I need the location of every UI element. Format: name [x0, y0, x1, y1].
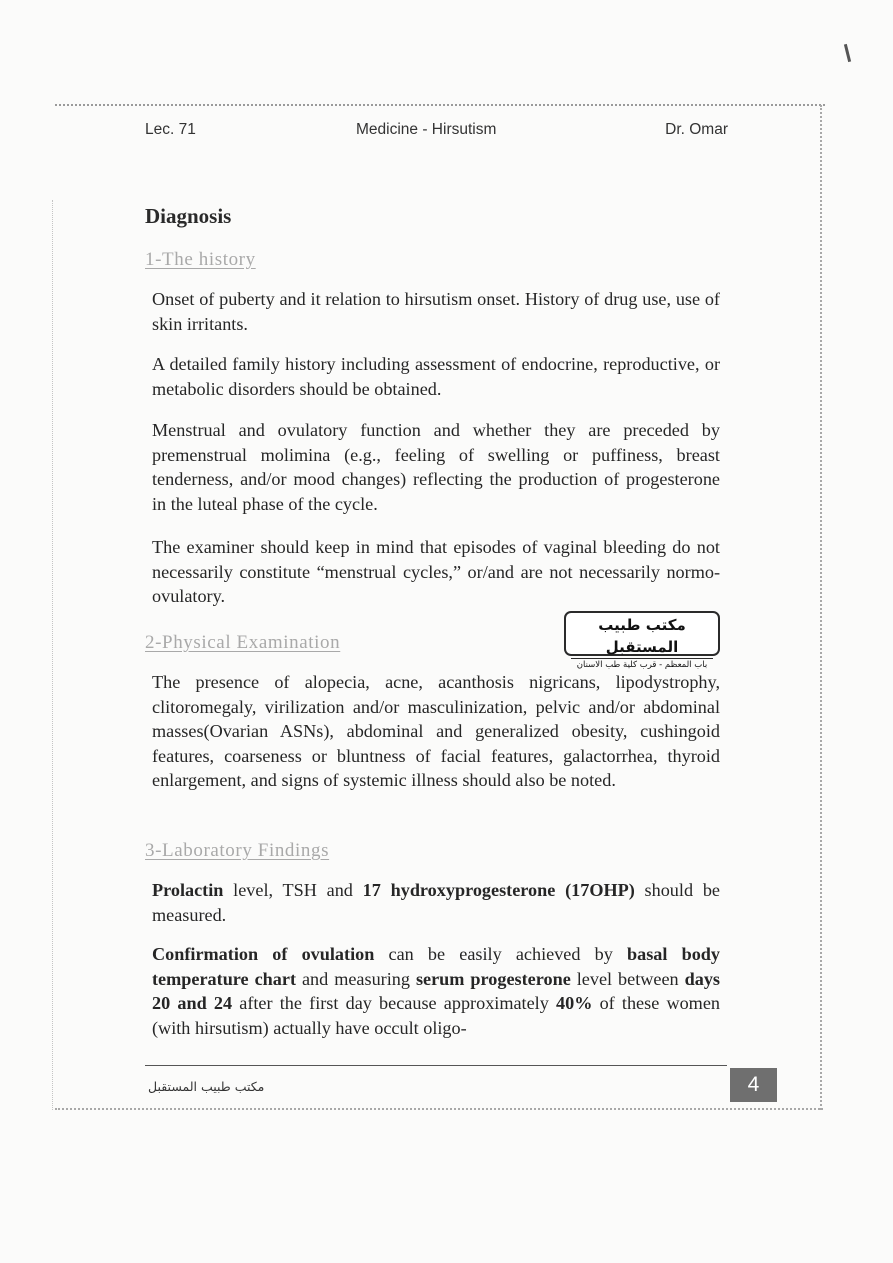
ovulation-term: Confirmation of ovulation — [152, 944, 375, 964]
page-header — [145, 121, 728, 143]
physical-exam-paragraph: The presence of alopecia, acne, acanthosis nigricans, lipodystrophy, clitoromegaly, virilization and/or masculinization, pelvic and/or abdominal masses(Ovarian ASNs), abdominal and generalized obesity, cushingoid features, coarseness or bluntness of facial features, galactorrhea, thyroid enlargement, and signs of systemic illness should also be noted. — [152, 672, 720, 790]
stamp-name: مكتب طبيب المستقبل — [598, 616, 686, 656]
lab-paragraph-1: Prolactin level, TSH and 17 hydroxyprogesterone (17OHP) should be measured. — [152, 880, 720, 925]
lab-paragraph-2: Confirmation of ovulation can be easily achieved by basal body temperature chart and measuring serum progesterone level between days 20 and 24 after the first day because approximately 40% of these women (with hirsutism) actually have occult oligo- — [152, 944, 721, 1038]
serum-progesterone-term: serum progesterone — [415, 968, 571, 989]
history-heading: 1-The history — [145, 249, 256, 270]
footer-rule — [145, 1065, 727, 1066]
days-term: days 20 and 24 — [152, 968, 721, 1013]
prolactin-term: Prolactin — [152, 880, 224, 900]
page-title: Diagnosis — [145, 204, 232, 228]
page-frame-left — [52, 200, 53, 1110]
page-frame-top — [55, 104, 825, 106]
lecture-number: Lec. 71 — [145, 121, 196, 138]
footer-text: مكتب طبيب المستقبل — [148, 1079, 265, 1094]
scan-mark — [844, 44, 851, 62]
history-paragraph-3: Menstrual and ovulatory function and whether they are preceded by premenstrual molimina (e.g., feeling of swelling or puffiness, breast tenderness, and/or mood changes) reflecting the production of progesterone in the luteal phase of the cycle. — [152, 420, 720, 514]
library-stamp — [564, 611, 720, 670]
physical-exam-heading: 2-Physical Examination — [145, 632, 341, 653]
percentage-term: 40% — [556, 993, 593, 1013]
lab-findings-heading: 3-Laboratory Findings — [145, 840, 330, 861]
bbt-chart-term: basal body temperature chart — [152, 944, 721, 989]
history-paragraph-4: The examiner should keep in mind that episodes of vaginal bleeding do not necessarily constitute “menstrual cycles,” or/and are not necessarily normo-ovulatory. — [152, 537, 720, 606]
history-paragraph-1: Onset of puberty and it relation to hirsutism onset. History of drug use, use of skin irritants. — [152, 289, 720, 334]
page-frame-bottom — [55, 1108, 823, 1110]
history-paragraph-2: A detailed family history including assessment of endocrine, reproductive, or metabolic disorders should be obtained. — [152, 354, 720, 399]
stamp-address: باب المعظم - قرب كلية طب الاسنان — [571, 658, 713, 671]
page-frame-right — [820, 105, 822, 1110]
page-number: 4 — [730, 1068, 777, 1102]
author-name: Dr. Omar — [665, 121, 728, 138]
17ohp-term: 17 hydroxyprogesterone (17OHP) — [362, 880, 635, 900]
subject-title: Medicine - Hirsutism — [356, 121, 497, 138]
